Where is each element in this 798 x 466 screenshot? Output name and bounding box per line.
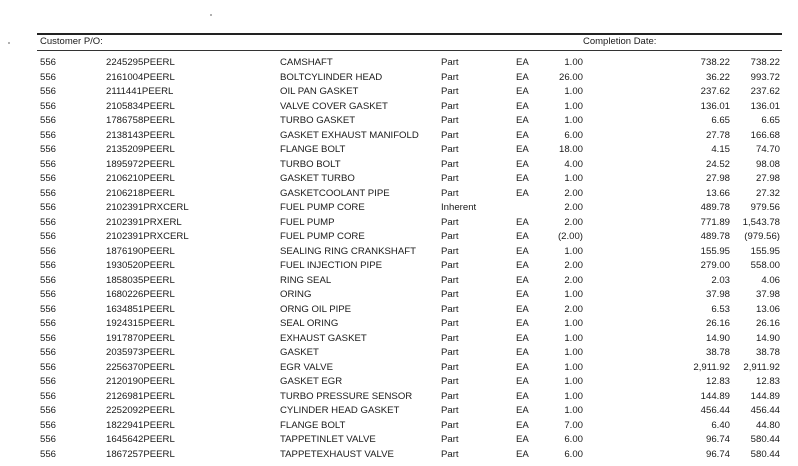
part-number-cell: 2256370PEERL [106,361,175,373]
quantity-cell: 2.00 [564,260,583,271]
unit-price-cell: 155.95 [700,245,730,257]
quantity-cell: 1.00 [564,57,583,68]
item-type-cell: Inherent [441,202,477,213]
table-row [0,259,798,274]
description-cell: OIL PAN GASKET [280,86,359,97]
item-type-cell: Part [441,173,459,184]
quantity-cell: 6.00 [564,448,583,460]
unit-of-measure-cell: EA [516,144,529,155]
part-number-cell: 1867257PEERL [106,448,175,460]
unit-of-measure-cell: EA [516,419,529,431]
part-number-cell: 2102391PRXCERL [106,231,189,242]
quantity-cell: 2.00 [564,187,583,199]
customer-number-cell: 556 [40,71,57,83]
unit-price-cell: 456.44 [700,405,730,416]
item-type-cell: Part [441,245,459,257]
extended-price-cell: 144.89 [750,390,780,402]
unit-of-measure-cell: EA [516,231,529,242]
table-row [0,433,798,448]
quantity-cell: 1.00 [564,100,583,112]
extended-price-cell: 98.08 [755,158,780,170]
item-type-cell: Part [441,332,459,344]
extended-price-cell: 738.22 [750,57,780,68]
quantity-cell: 2.00 [564,216,583,228]
item-type-cell: Part [441,231,459,242]
table-row [0,419,798,434]
description-cell: GASKET [280,347,319,358]
unit-of-measure-cell: EA [516,245,529,257]
unit-price-cell: 14.90 [705,332,730,344]
quantity-cell: 1.00 [564,173,583,184]
unit-price-cell: 237.62 [700,86,730,97]
extended-price-cell: 456.44 [750,405,780,416]
table-row [0,56,798,71]
unit-price-cell: 96.74 [705,434,730,445]
item-type-cell: Part [441,144,459,155]
line-items-table [0,56,798,462]
unit-of-measure-cell: EA [516,347,529,358]
table-row [0,114,798,129]
customer-number-cell: 556 [40,231,57,242]
description-cell: FUEL PUMP CORE [280,231,365,242]
description-cell: FUEL PUMP [280,216,335,228]
item-type-cell: Part [441,347,459,358]
unit-price-cell: 13.66 [705,187,730,199]
unit-price-cell: 2,911.92 [693,361,730,373]
quantity-cell: (2.00) [557,231,583,242]
customer-number-cell: 556 [40,187,57,199]
unit-price-cell: 6.40 [711,419,730,431]
part-number-cell: 1924315PEERL [106,318,175,329]
description-cell: FLANGE BOLT [280,144,346,155]
quantity-cell: 2.00 [564,274,583,286]
unit-of-measure-cell: EA [516,187,529,199]
unit-of-measure-cell: EA [516,289,529,300]
item-type-cell: Part [441,129,459,141]
customer-number-cell: 556 [40,158,57,170]
header-bottom-rule [37,50,782,51]
extended-price-cell: 993.72 [750,71,780,83]
unit-price-cell: 738.22 [700,57,730,68]
part-number-cell: 2245295PEERL [106,57,175,68]
description-cell: GASKETCOOLANT PIPE [280,187,390,199]
customer-number-cell: 556 [40,347,57,358]
description-cell: ORING [280,289,312,300]
customer-number-cell: 556 [40,245,57,257]
customer-number-cell: 556 [40,202,57,213]
table-row [0,216,798,231]
unit-of-measure-cell: EA [516,71,529,83]
extended-price-cell: 237.62 [750,86,780,97]
description-cell: GASKET EGR [280,376,343,387]
table-row [0,143,798,158]
extended-price-cell: 155.95 [750,245,780,257]
description-cell: GASKET EXHAUST MANIFOLD [280,129,419,141]
item-type-cell: Part [441,158,459,170]
completion-date-label: Completion Date: [583,36,657,47]
item-type-cell: Part [441,318,459,329]
unit-of-measure-cell: EA [516,448,529,460]
description-cell: BOLTCYLINDER HEAD [280,71,383,83]
unit-price-cell: 6.53 [711,303,730,315]
part-number-cell: 2102391PRXCERL [106,202,189,213]
item-type-cell: Part [441,274,459,286]
description-cell: FUEL INJECTION PIPE [280,260,382,271]
extended-price-cell: 4.06 [761,274,780,286]
unit-price-cell: 24.52 [705,158,730,170]
unit-price-cell: 12.83 [705,376,730,387]
description-cell: FUEL PUMP CORE [280,202,365,213]
quantity-cell: 1.00 [564,289,583,300]
part-number-cell: 2126981PEERL [106,390,175,402]
quantity-cell: 4.00 [564,158,583,170]
customer-number-cell: 556 [40,303,57,315]
extended-price-cell: 558.00 [750,260,780,271]
customer-number-cell: 556 [40,376,57,387]
description-cell: SEALING RING CRANKSHAFT [280,245,416,257]
unit-of-measure-cell: EA [516,318,529,329]
item-type-cell: Part [441,57,459,68]
item-type-cell: Part [441,115,459,126]
quantity-cell: 1.00 [564,245,583,257]
part-number-cell: 2135209PEERL [106,144,175,155]
part-number-cell: 1930520PEERL [106,260,175,271]
table-row [0,172,798,187]
table-row [0,303,798,318]
unit-of-measure-cell: EA [516,376,529,387]
item-type-cell: Part [441,361,459,373]
header-top-rule [37,33,782,35]
item-type-cell: Part [441,71,459,83]
table-row [0,317,798,332]
quantity-cell: 1.00 [564,332,583,344]
description-cell: TAPPETINLET VALVE [280,434,376,445]
unit-price-cell: 27.78 [705,129,730,141]
extended-price-cell: 1,543.78 [742,216,780,228]
description-cell: ORNG OIL PIPE [280,303,352,315]
part-number-cell: 2106210PEERL [106,173,175,184]
table-row [0,375,798,390]
part-number-cell: 1917870PEERL [106,332,175,344]
part-number-cell: 2102391PRXERL [106,216,182,228]
customer-number-cell: 556 [40,274,57,286]
quantity-cell: 2.00 [564,202,583,213]
table-row [0,404,798,419]
item-type-cell: Part [441,216,459,228]
unit-price-cell: 27.98 [705,173,730,184]
part-number-cell: 1634851PEERL [106,303,175,315]
part-number-cell: 2138143PEERL [106,129,175,141]
customer-number-cell: 556 [40,115,57,126]
quantity-cell: 6.00 [564,129,583,141]
unit-of-measure-cell: EA [516,173,529,184]
table-row [0,390,798,405]
extended-price-cell: 26.16 [755,318,780,329]
unit-of-measure-cell: EA [516,129,529,141]
unit-of-measure-cell: EA [516,86,529,97]
description-cell: TURBO PRESSURE SENSOR [280,390,413,402]
extended-price-cell: 74.70 [755,144,780,155]
customer-number-cell: 556 [40,260,57,271]
customer-number-cell: 556 [40,448,57,460]
customer-number-cell: 556 [40,361,57,373]
unit-of-measure-cell: EA [516,390,529,402]
unit-price-cell: 144.89 [700,390,730,402]
part-number-cell: 1876190PEERL [106,245,175,257]
unit-price-cell: 771.89 [700,216,730,228]
part-number-cell: 2252092PEERL [106,405,175,416]
part-number-cell: 1822941PEERL [106,419,175,431]
unit-price-cell: 37.98 [705,289,730,300]
quantity-cell: 1.00 [564,361,583,373]
unit-of-measure-cell: EA [516,100,529,112]
unit-of-measure-cell: EA [516,216,529,228]
customer-number-cell: 556 [40,173,57,184]
table-row [0,201,798,216]
part-number-cell: 1786758PEERL [106,115,175,126]
description-cell: TURBO GASKET [280,115,356,126]
item-type-cell: Part [441,303,459,315]
description-cell: FLANGE BOLT [280,419,346,431]
table-row [0,187,798,202]
quantity-cell: 1.00 [564,405,583,416]
quantity-cell: 7.00 [564,419,583,431]
unit-price-cell: 36.22 [705,71,730,83]
customer-number-cell: 556 [40,332,57,344]
customer-number-cell: 556 [40,419,57,431]
quantity-cell: 2.00 [564,303,583,315]
part-number-cell: 2106218PEERL [106,187,175,199]
unit-of-measure-cell: EA [516,405,529,416]
table-row [0,129,798,144]
item-type-cell: Part [441,289,459,300]
unit-price-cell: 279.00 [700,260,730,271]
extended-price-cell: 166.68 [750,129,780,141]
part-number-cell: 2105834PEERL [106,100,175,112]
item-type-cell: Part [441,390,459,402]
quantity-cell: 1.00 [564,347,583,358]
extended-price-cell: 136.01 [750,100,780,112]
unit-price-cell: 96.74 [705,448,730,460]
unit-of-measure-cell: EA [516,361,529,373]
unit-price-cell: 2.03 [711,274,730,286]
part-number-cell: 1895972PEERL [106,158,175,170]
quantity-cell: 1.00 [564,376,583,387]
customer-number-cell: 556 [40,100,57,112]
table-row [0,332,798,347]
item-type-cell: Part [441,187,459,199]
table-row [0,230,798,245]
customer-po-label: Customer P/O: [40,36,103,47]
part-number-cell: 1645642PEERL [106,434,175,445]
extended-price-cell: 14.90 [755,332,780,344]
unit-price-cell: 489.78 [700,202,730,213]
customer-number-cell: 556 [40,57,57,68]
unit-of-measure-cell: EA [516,274,529,286]
table-row [0,346,798,361]
description-cell: CAMSHAFT [280,57,333,68]
extended-price-cell: (979.56) [744,231,780,242]
table-row [0,448,798,463]
item-type-cell: Part [441,434,459,445]
table-row [0,361,798,376]
table-row [0,288,798,303]
item-type-cell: Part [441,260,459,271]
customer-number-cell: 556 [40,86,57,97]
extended-price-cell: 38.78 [755,347,780,358]
description-cell: VALVE COVER GASKET [280,100,388,112]
item-type-cell: Part [441,376,459,387]
quantity-cell: 18.00 [558,144,583,155]
unit-price-cell: 38.78 [705,347,730,358]
extended-price-cell: 12.83 [755,376,780,387]
table-row [0,274,798,289]
quantity-cell: 1.00 [564,115,583,126]
quantity-cell: 1.00 [564,86,583,97]
extended-price-cell: 2,911.92 [743,361,780,373]
part-number-cell: 2111441PEERL [106,86,174,97]
part-number-cell: 2120190PEERL [106,376,175,387]
quantity-cell: 6.00 [564,434,583,445]
part-number-cell: 2161004PEERL [106,71,175,83]
item-type-cell: Part [441,100,459,112]
extended-price-cell: 44.80 [755,419,780,431]
table-row [0,100,798,115]
description-cell: GASKET TURBO [280,173,355,184]
unit-price-cell: 489.78 [700,231,730,242]
unit-price-cell: 136.01 [700,100,730,112]
extended-price-cell: 37.98 [755,289,780,300]
customer-number-cell: 556 [40,405,57,416]
extended-price-cell: 580.44 [750,434,780,445]
item-type-cell: Part [441,405,459,416]
description-cell: EGR VALVE [280,361,333,373]
table-row [0,71,798,86]
part-number-cell: 1680226PEERL [106,289,175,300]
scan-speck [210,14,212,16]
description-cell: TURBO BOLT [280,158,341,170]
description-cell: SEAL ORING [280,318,339,329]
quantity-cell: 1.00 [564,390,583,402]
customer-number-cell: 556 [40,318,57,329]
unit-of-measure-cell: EA [516,303,529,315]
table-row [0,85,798,100]
customer-number-cell: 556 [40,434,57,445]
description-cell: CYLINDER HEAD GASKET [280,405,400,416]
unit-of-measure-cell: EA [516,158,529,170]
customer-number-cell: 556 [40,289,57,300]
unit-of-measure-cell: EA [516,260,529,271]
unit-of-measure-cell: EA [516,115,529,126]
table-row [0,245,798,260]
unit-price-cell: 6.65 [711,115,730,126]
quantity-cell: 26.00 [558,71,583,83]
quantity-cell: 1.00 [564,318,583,329]
unit-price-cell: 4.15 [711,144,730,155]
customer-number-cell: 556 [40,390,57,402]
extended-price-cell: 6.65 [761,115,780,126]
item-type-cell: Part [441,448,459,460]
customer-number-cell: 556 [40,144,57,155]
extended-price-cell: 27.32 [755,187,780,199]
part-number-cell: 1858035PEERL [106,274,175,286]
customer-number-cell: 556 [40,129,57,141]
unit-price-cell: 26.16 [705,318,730,329]
customer-number-cell: 556 [40,216,57,228]
description-cell: RING SEAL [280,274,332,286]
part-number-cell: 2035973PEERL [106,347,175,358]
extended-price-cell: 580.44 [750,448,780,460]
unit-of-measure-cell: EA [516,434,529,445]
unit-of-measure-cell: EA [516,332,529,344]
extended-price-cell: 27.98 [755,173,780,184]
item-type-cell: Part [441,86,459,97]
description-cell: TAPPETEXHAUST VALVE [280,448,394,460]
extended-price-cell: 13.06 [755,303,780,315]
scan-speck [8,42,10,44]
description-cell: EXHAUST GASKET [280,332,367,344]
unit-of-measure-cell: EA [516,57,529,68]
extended-price-cell: 979.56 [750,202,780,213]
item-type-cell: Part [441,419,459,431]
table-row [0,158,798,173]
